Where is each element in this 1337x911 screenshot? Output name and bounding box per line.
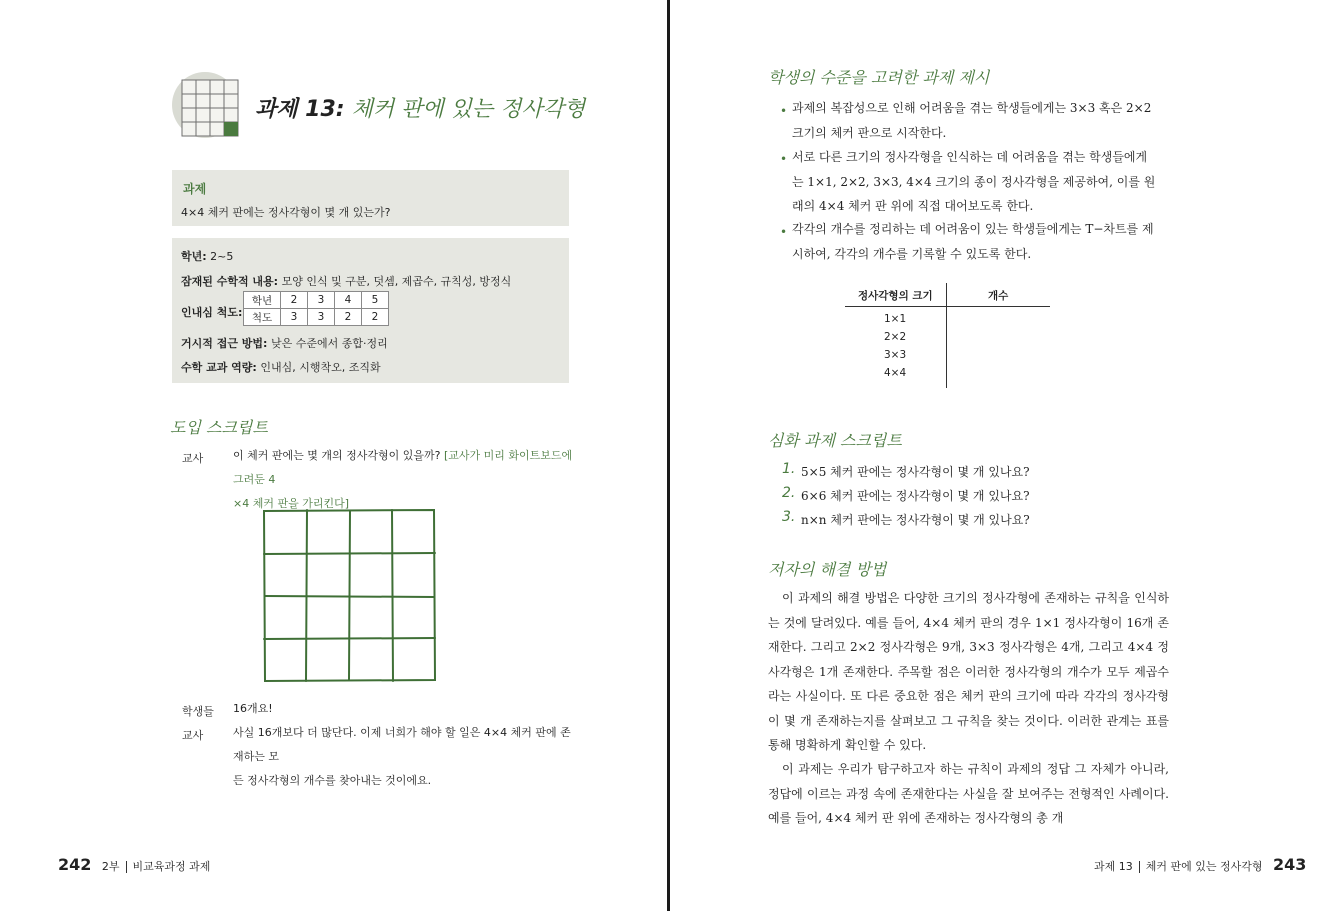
bullet-text: 시하여, 각각의 개수를 기록할 수 있도록 한다. [792,246,1032,261]
book-spine [667,0,670,911]
patience-cell: 학년 [244,292,281,309]
bullet-text: 각각의 개수를 정리하는 데 어려움이 있는 학생들에게는 T−차트를 제 [792,222,1154,236]
question-number: 2. [782,485,796,501]
dialogue-speaker: 교사 [182,452,204,465]
approach-label: 거시적 접근 방법: [181,337,268,350]
task-title [255,92,585,123]
t-chart-header-size: 정사각형의 크기 [858,290,933,302]
dialogue-line [233,721,578,793]
dialogue-text: 든 정사각형의 개수를 찾아내는 것이에요. [233,774,432,787]
question-number: 1. [782,461,796,477]
content-label: 잠재된 수학적 내용: [181,275,279,288]
task-box-text: 4×4 체커 판에는 정사각형이 몇 개 있는가? [181,206,391,219]
bullet-dot: • [780,225,788,239]
bullet-dot: • [780,152,788,166]
footer-title: 체커 판에 있는 정사각형 [1145,860,1263,873]
level-heading: 학생의 수준을 고려한 과제 제시 [768,68,990,87]
solution-heading: 저자의 해결 방법 [768,560,887,579]
question-text: 5×5 체커 판에는 정사각형이 몇 개 있나요? [801,465,1030,479]
patience-cell: 3 [281,309,308,326]
t-chart-row: 3×3 [884,349,907,361]
extension-heading: 심화 과제 스크립트 [768,431,902,450]
bullet-item [792,217,1170,266]
dialogue-text: 이 체커 판에는 몇 개의 정사각형이 있을까? [233,449,444,462]
grade-row [181,248,233,264]
patience-cell: 2 [362,309,389,326]
right-footer [1094,855,1306,874]
bullet-text: 는 1×1, 2×2, 3×3, 4×4 크기의 종이 정사각형을 제공하여, 이를 원 [792,174,1156,189]
grade-value: 2~5 [210,250,234,263]
checkerboard-drawing [262,508,437,683]
intro-heading: 도입 스크립트 [170,418,268,437]
bullet-item [792,96,1170,145]
footer-task: 과제 13 [1094,860,1133,873]
competency-row [181,359,381,375]
t-chart-row: 1×1 [884,313,907,325]
bullet-item [792,145,1170,219]
bullet-dot: • [780,104,788,118]
dialogue-note: [교사가 미리 화이트보드에 그려둔 4 [233,449,573,486]
dialogue-line [233,444,573,516]
t-chart-row: 2×2 [884,331,907,343]
page-number: 243 [1273,855,1307,874]
question-text: n×n 체커 판에는 정사각형이 몇 개 있나요? [801,513,1030,527]
grade-label: 학년: [181,250,207,263]
bullet-text: 크기의 체커 판으로 시작한다. [792,125,947,140]
question-text: 6×6 체커 판에는 정사각형이 몇 개 있나요? [801,489,1030,503]
patience-cell: 2 [281,292,308,309]
patience-table [243,291,389,326]
task-title-main: 체커 판에 있는 정사각형 [351,97,586,122]
bullet-text: 서로 다른 크기의 정사각형을 인식하는 데 어려움을 겪는 학생들에게 [792,150,1148,164]
solution-paragraph: 이 과제는 우리가 탐구하고자 하는 규칙이 과제의 정답 그 자체가 아니라, 정답에 이르는 과정 속에 존재한다는 사실을 잘 보여주는 전형적인 사례이다. 예를 들어, 4×4 체커 판 위에 존재하는 정사각형의 총 개 [768,762,1169,825]
dialogue-text: 사실 16개보다 더 많단다. 이제 너희가 해야 할 일은 4×4 체커 판에 존재하는 모 [233,726,571,763]
patience-label: 인내심 척도: [181,306,243,319]
patience-cell: 3 [308,309,335,326]
t-chart-header-count: 개수 [988,290,1009,302]
footer-part: 2부 [101,860,120,873]
solution-paragraph: 이 과제의 해결 방법은 다양한 크기의 정사각형에 존재하는 규칙을 인식하는 것에 달려있다. 예를 들어, 4×4 체커 판의 경우 1×1 정사각형이 16개 존재한다. 그리고 2×2 정사각형은 9개, 3×3 정사각형은 4개, 그리고 4×4 정사각형은 1개 존재한다. 주목할 점은 이러한 정사각형의 개수가 모두 제곱수라는 사실이다. 또 다른 중요한 점은 체커 판의 크기에 따라 각각의 정사각형이 몇 개 존재하는지를 살펴보고 그 규칙을 찾는 것이다. 이러한 관계는 표를 통해 명확하게 확인할 수 있다. [768,591,1169,752]
footer-section: 비교육과정 과제 [132,860,211,873]
info-box [172,238,569,383]
checkerboard-icon [172,72,242,138]
dialogue-note: ×4 체커 판을 가리킨다] [233,497,350,510]
page-number: 242 [58,855,92,874]
patience-cell: 4 [335,292,362,309]
patience-cell: 2 [335,309,362,326]
patience-cell: 3 [308,292,335,309]
task-box-heading: 과제 [183,182,207,196]
dialogue-speaker: 학생들 [182,705,214,718]
t-chart-row: 4×4 [884,367,907,379]
t-chart [845,283,1050,388]
approach-row [181,335,388,351]
patience-cell: 5 [362,292,389,309]
left-page [0,0,668,911]
content-value: 모양 인식 및 구분, 덧셈, 제곱수, 규칙성, 방정식 [281,275,512,288]
bullet-text: 래의 4×4 체커 판 위에 직접 대어보도록 한다. [792,199,1034,213]
task-title-prefix: 과제 13: [255,97,345,122]
approach-value: 낮은 수준에서 종합·정리 [270,337,388,350]
left-footer [58,855,210,874]
competency-label: 수학 교과 역량: [181,361,257,374]
dialogue-speaker: 교사 [182,729,204,742]
patience-cell: 척도 [244,309,281,326]
patience-row-scale [244,309,389,326]
competency-value: 인내심, 시행착오, 조직화 [260,361,381,374]
task-box [172,170,569,226]
patience-row-grade [244,292,389,309]
dialogue-text: 16개요! [233,702,273,715]
content-row [181,273,511,289]
question-number: 3. [782,509,796,525]
bullet-text: 과제의 복잡성으로 인해 어려움을 겪는 학생들에게는 3×3 혹은 2×2 [792,101,1152,115]
